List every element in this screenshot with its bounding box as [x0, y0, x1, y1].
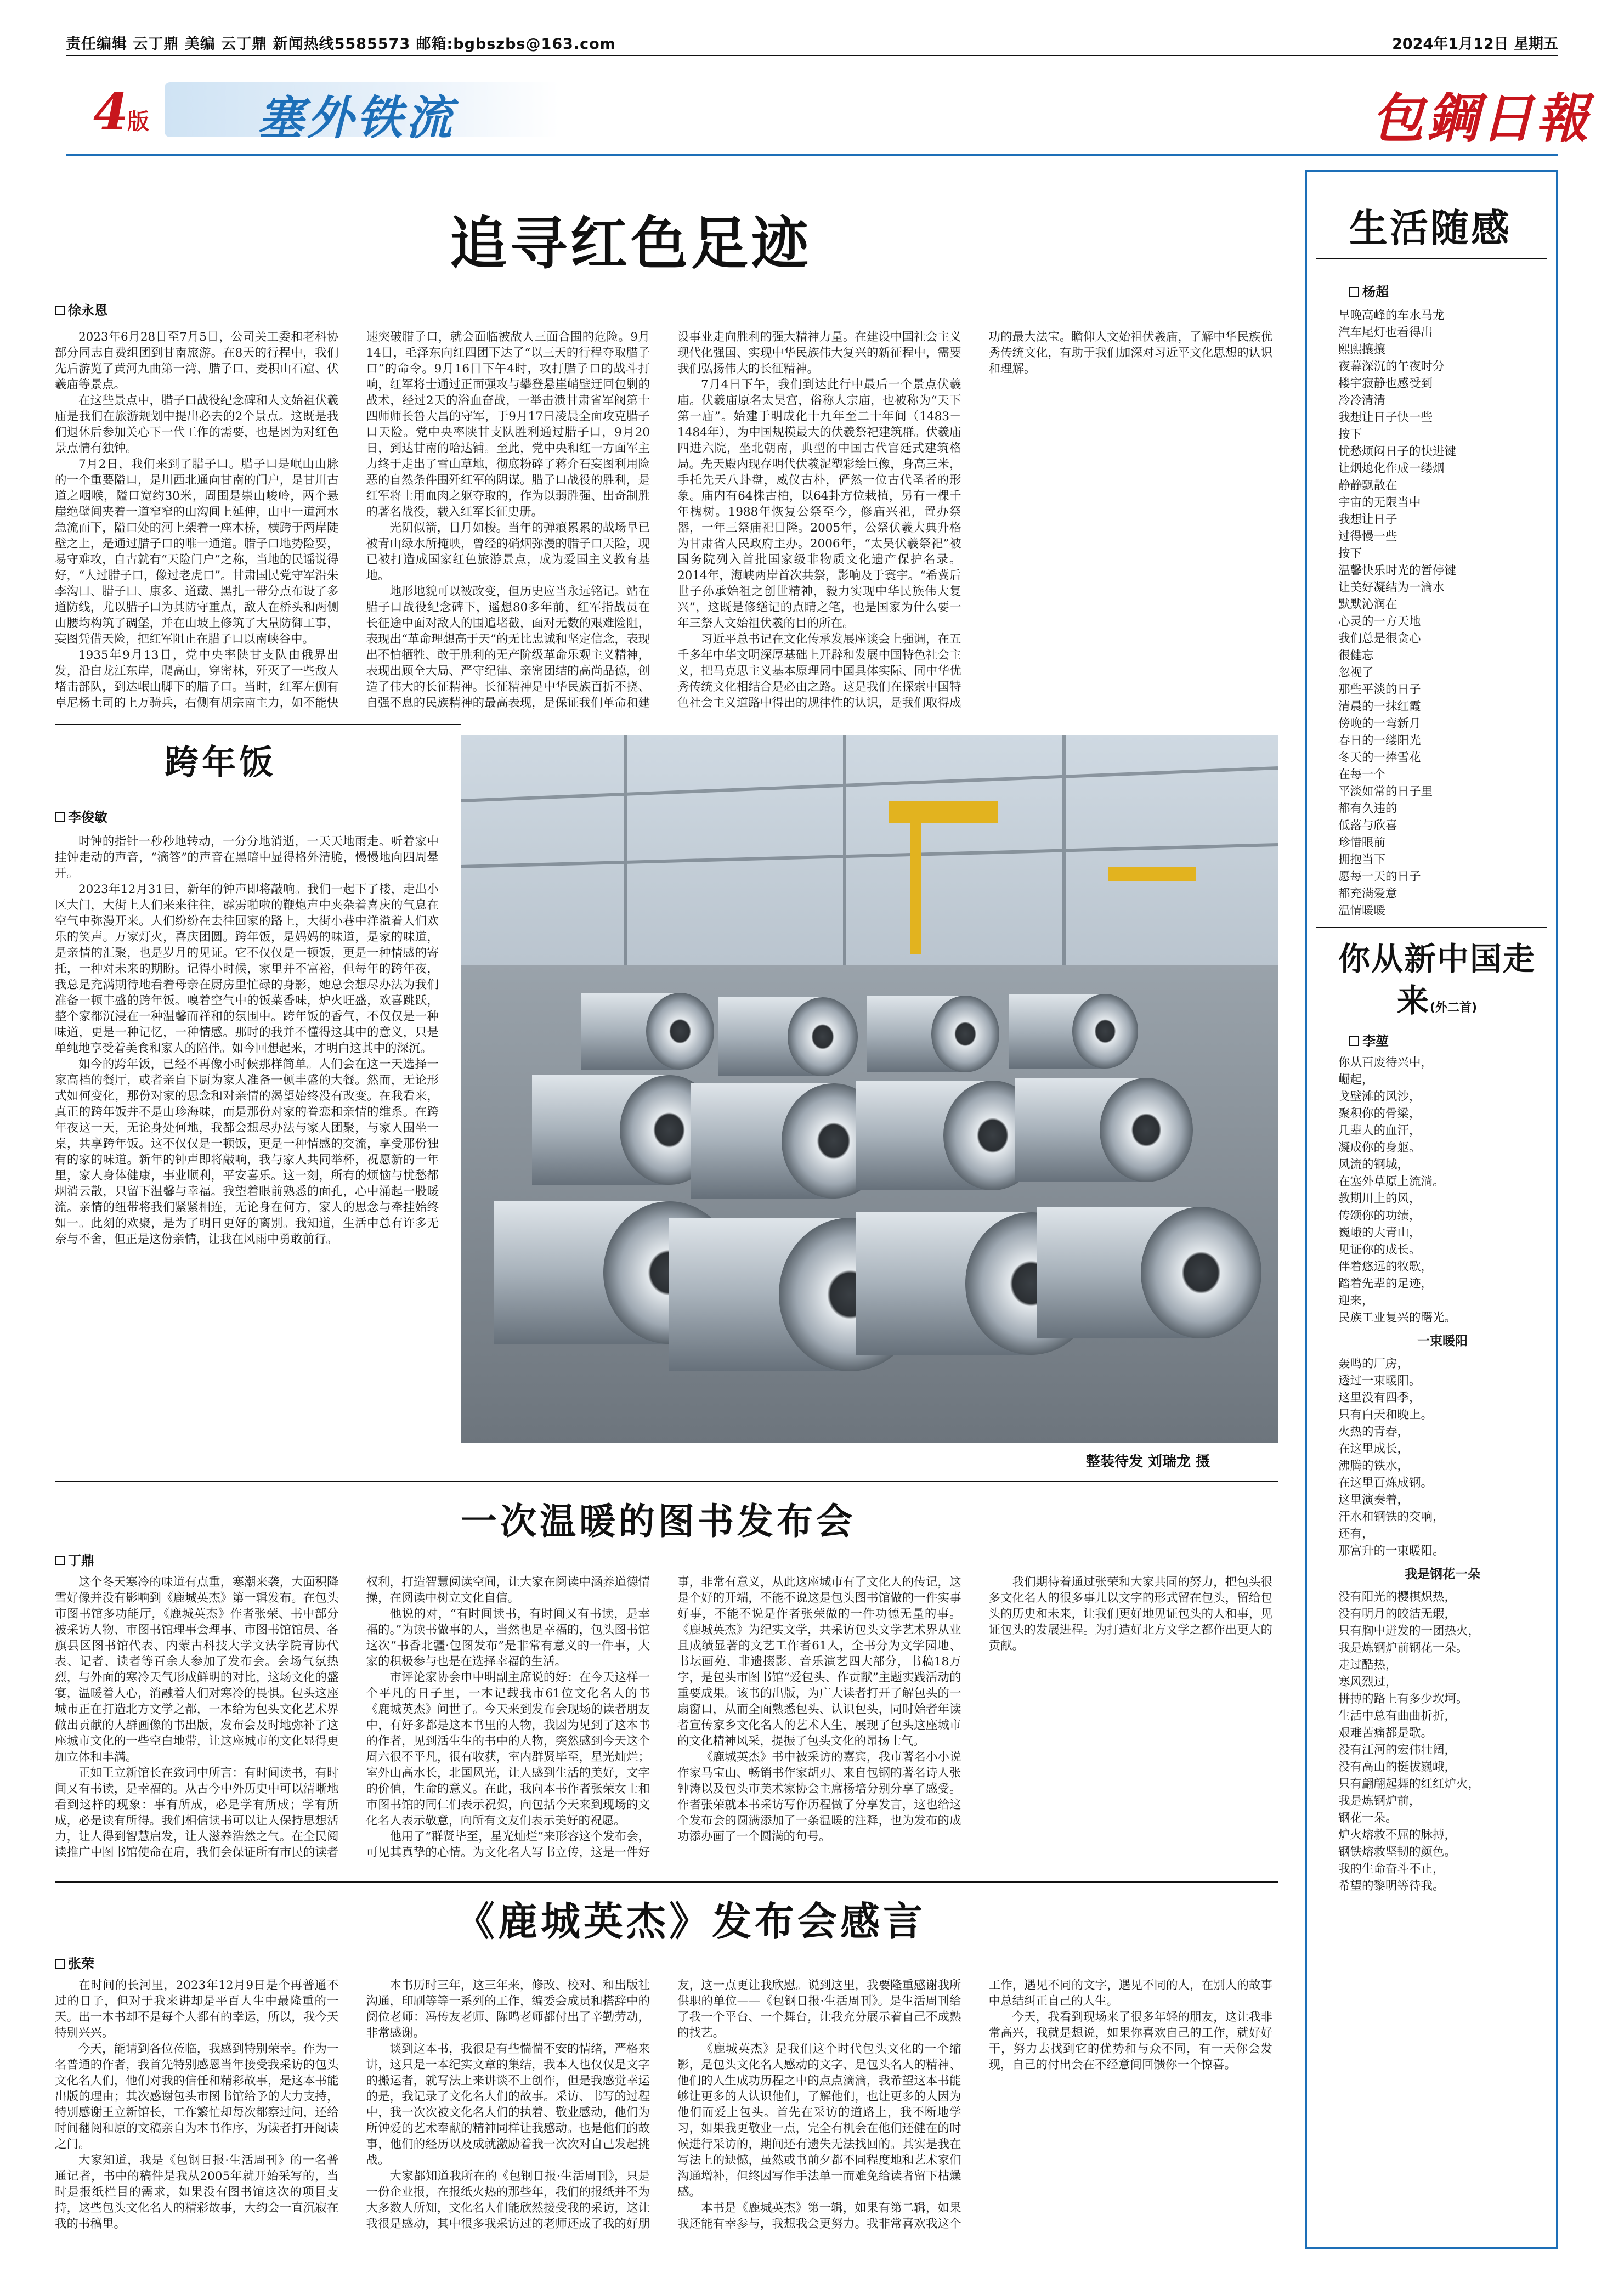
poem-line: 我是炼钢炉前， [1338, 1794, 1421, 1808]
article3-body [55, 1574, 1272, 1876]
article4-byline [55, 1953, 94, 1972]
poem-line: 很健忘 [1338, 649, 1374, 663]
poem2-body [1338, 1054, 1547, 1895]
poem-line: 我想让日子快一些 [1338, 411, 1433, 425]
poem-line: 凝成你的身躯。 [1338, 1141, 1421, 1155]
paragraph: 这个冬天寒冷的味道有点重，寒潮来袭，大面积降雪好像并没有影响到《鹿城英杰》第一辑发布。在包头市图书馆多功能厅，《鹿城英杰》作者张荣、书中部分被采访人物、市图书馆理事会理事、市图书馆馆员、各旗县区图书馆代表、内蒙古科技大学文法学院青协代表、记者、读者等百余人参加了发布会。会场气氛热烈，与外面的寒冷天气形成鲜明的对比，这场文化的盛宴，温暖着人心，消融着人们对寒冷的畏惧。包头这座城市正在打造北方文学之都，一本给为包头文化艺术界做出贡献的人群画像的书出版，发布会及时地弥补了这座城市文化的一些空白地带，让这座城市的文化显得更加立体和丰满。 [55, 1575, 339, 1764]
poem-line: 没有明月的皎洁无瑕， [1338, 1607, 1457, 1621]
poem-line: 在塞外草原上流淌。 [1338, 1175, 1445, 1189]
paragraph: 时钟的指针一秒秒地转动，一分分地消逝，一天天地雨走。听着家中挂钟走动的声音，“滴答”的声音在黑暗中显得格外清脆，慢慢地向四周晕开。 [55, 835, 439, 880]
poem2-title-text: 你从新中国走来 [1338, 940, 1536, 1019]
paragraph: 如今的跨年饭，已经不再像小时候那样简单。人们会在这一天选择一家高档的餐厅，或者亲自下厨为家人准备一顿丰盛的大餐。然而，无论形式如何变化，那份对家的思念和对亲情的渴望始终没有改变。在我看来，真正的跨年饭并不是山珍海味，而是那份对家的眷恋和亲情的维系。在跨年夜这一天，无论身处何地，我都会想尽办法与家人团聚，与家人围坐一桌，共享跨年饭。这不仅仅是一顿饭，更是一种情感的交流，享受那份独有的家的味道。新年的钟声即将敲响，我与家人共同举杯，祝愿新的一年里，家人身体健康，事业顺利，平安喜乐。这一刻，所有的烦恼与忧愁都烟消云散，只留下温馨与幸福。我望着眼前熟悉的面孔，心中涌起一股暖流。亲情的纽带将我们紧紧相连，无论身在何方，家人的思念与牵挂始终如一。此刻的欢聚，是为了明日更好的离别。我知道，生活中总有许多无奈与不舍，但正是这份亲情，让我在风雨中勇敢前行。 [55, 1058, 439, 1246]
poem-line: 我的生命奋斗不止， [1338, 1862, 1445, 1876]
poem-line: 过得慢一些 [1338, 530, 1397, 544]
poem-line: 见证你的成长。 [1338, 1243, 1421, 1257]
poem-line: 按下 [1338, 547, 1362, 561]
poem-line: 聚积你的骨梁， [1338, 1107, 1421, 1121]
poem-line: 平淡如常的日子里 [1338, 785, 1433, 799]
article1-body [55, 329, 1272, 713]
article3-author: 丁鼎 [68, 1553, 94, 1568]
poem-line: 寒风烈过， [1338, 1675, 1397, 1689]
paragraph: 1935年9月13日，党中央率陕甘支队由俄界出发，沿白龙江东岸，爬高山，穿密林，歼灭了一些敌人堵击部队，到达岷山脚下的腊子口。当时，红军左侧有卓尼杨土司的上万骑兵，右侧有胡宗南主力，如不能快速突破腊子口，就会面临被敌人三面合围的危险。9月14日，毛泽东向红四团下达了“以三天的行程夺取腊子口”的命令。9月16日下午4时，攻打腊子口的战斗打响，红军将士通过正面强攻与攀登悬崖峭壁迂回包剿的战术，经过2天的浴血奋战，一举击溃甘肃省军阀第十四师师长鲁大昌的守军，于9月17日凌晨全面攻克腊子口天险。党中央率陕甘支队胜利通过腊子口，9月20日，到达甘南的哈达铺。至此，党中央和红一方面军主力终于走出了雪山草地，彻底粉碎了蒋介石妄图利用险恶的自然条件围歼红军的阴谋。腊子口战役的胜利，是红军将士用血肉之躯夺取的，作为以弱胜强、出奇制胜的著名战役，载入红军长征史册。 [55, 330, 650, 710]
paragraph: 本书是《鹿城英杰》第一辑，如果有第二辑，如果我还能有幸参与，我想我会更努力。我非常喜欢我这个工作，遇见不同的文字，遇见不同的人，在别人的故事中总结纠正自己的人生。 [677, 1979, 1272, 2231]
poem-subtitle: 我是钢花一朵 [1405, 1567, 1480, 1581]
article4-body [55, 1977, 1272, 2241]
poem-line: 我们总是很贪心 [1338, 632, 1421, 646]
poem-line: 默默沁润在 [1338, 598, 1397, 612]
article2-title: 跨年饭 [165, 742, 277, 782]
poem-line: 熙熙攘攘 [1338, 343, 1386, 357]
paper-logo: 包鋼日報 [1371, 87, 1591, 149]
article1-byline [55, 299, 107, 319]
poem-line: 按下 [1338, 428, 1362, 442]
paragraph: 本书历时三年，这三年来，修改、校对、和出版社沟通，印刷等等一系列的工作，编委会成员和搭辞中的阅位老师：冯传友老师、陈鸣老师都付出了辛勤劳动，非常感谢。 [366, 1979, 650, 2040]
poem-line: 心灵的一方天地 [1338, 615, 1421, 629]
poem-line: 温馨快乐时光的暂停键 [1338, 564, 1457, 578]
poem-line: 民族工业复兴的曙光。 [1338, 1311, 1457, 1325]
divider [55, 724, 461, 725]
poem-line: 低落与欣喜 [1338, 819, 1397, 833]
page-unit: 版 [127, 109, 149, 134]
poem-line: 崛起， [1338, 1073, 1374, 1087]
article4-title: 《鹿城英杰》发布会感言 [455, 1898, 926, 1945]
article3-title: 一次温暖的图书发布会 [461, 1500, 856, 1542]
paragraph: 7月4日下午，我们到达此行中最后一个景点伏羲庙。伏羲庙原名太昊宫，俗称人宗庙，也被称为“天下第一庙”。始建于明成化十九年至二十年间（1483－1484年），为中国规模最大的伏羲祭祀建筑群。伏羲庙四进六院，坐北朝南，典型的中国古代宫廷式建筑格局。先天殿内现存明代伏羲泥塑彩绘巨像，身高三米，手托先天八卦盘，威仪古朴，俨然一位古代圣者的形象。庙内有64株古柏，以64卦方位栽植，另有一棵千年槐树。1988年恢复公祭至今，修庙兴祀，置办祭器，一年三祭庙祀日隆。2005年，公祭伏羲大典升格为甘肃省人民政府主办。2006年，“太昊伏羲祭祀”被国务院列入首批国家级非物质文化遗产保护名录。2014年，海峡两岸首次共祭，影响及于寰宇。“希冀后世子孙承始祖之创世精神，毅力实现中华民族伟大复兴”，这既是修缮记的点睛之笔，也是国家为什么要一年三祭人文始祖伏羲的目的所在。 [677, 378, 961, 630]
section-title: 塞外铁流 [258, 91, 456, 145]
steel-coils-photo [461, 735, 1278, 1443]
poem-line: 钢铁熔救坚韧的颜色。 [1338, 1845, 1457, 1859]
poem2-title [1333, 938, 1541, 1029]
poem-line: 迎来， [1338, 1294, 1374, 1308]
poem1-byline [1349, 281, 1389, 300]
poem-line: 忧愁烦闷日子的快进键 [1338, 445, 1457, 459]
poem-line: 汗水和钢铁的交响， [1338, 1510, 1445, 1524]
divider [55, 1881, 1278, 1883]
poem-line: 夜幕深沉的午夜时分 [1338, 360, 1445, 374]
poem-line: 巍峨的大青山， [1338, 1226, 1421, 1240]
article2-byline [55, 806, 107, 826]
poem-line: 只有翩翩起舞的红红炉火， [1338, 1777, 1480, 1791]
poem-line: 我想让日子 [1338, 513, 1397, 527]
paragraph: 今天，能请到各位莅临，我感到特别荣幸。作为一名普通的作者，我首先特别感恩当年接受我采访的包头文化名人们，他们对我的信任和精彩故事，是这本书能出版的理由；其次感谢包头市图书馆给予的大力支持，特别感谢王立新馆长，工作繁忙却每次都察过问，还给时间翻阅和原的文稿亲自为本书作序，为读者打开阅读之门。 [55, 2042, 339, 2151]
poem2-author: 李堃 [1362, 1033, 1389, 1049]
poem-line: 还有， [1338, 1527, 1374, 1541]
poem-subtitle: 一束暖阳 [1417, 1334, 1468, 1348]
paragraph: 大家知道，我是《包钢日报·生活周刊》的一名普通记者，书中的稿件是我从2005年就开始采写的，当时是报纸栏目的需求，如果没有图书馆这次的项目支持，这些包头文化名人的精彩故事，大约会一直沉寂在我的书稿里。 [55, 2154, 339, 2231]
divider [1316, 258, 1547, 259]
poem-line: 走过酷热， [1338, 1658, 1397, 1672]
poem-line: 戈壁滩的风沙， [1338, 1090, 1421, 1104]
sidebar-column-title: 生活随感 [1349, 206, 1512, 251]
poem-line: 透过一束暖阳。 [1338, 1374, 1421, 1388]
poem-line: 汽车尾灯也看得出 [1338, 326, 1433, 340]
poem-line: 春日的一缕阳光 [1338, 734, 1421, 748]
poem1-body [1338, 307, 1547, 919]
poem-line: 在每一个 [1338, 768, 1386, 782]
page-number: 4 [93, 82, 129, 142]
poem-line: 只有白天和晚上。 [1338, 1408, 1433, 1422]
poem-line: 轰鸣的厂房， [1338, 1357, 1410, 1371]
paragraph: 大家都知道我所在的《包钢日报·生活周刊》，只是一份企业报，在报纸火热的那些年，我们的报纸并不为大多数人所知，文化名人们能欣然接受我的采访，这让我很是感动，其中很多我采访过的老师还成了我的好朋友，这一点更让我欣慰。说到这里，我要隆重感谢我所供职的单位——《包钢日报·生活周刊》。是生活周刊给了我一个平台、一个舞台，让我充分展示着自己不成熟的找艺。 [366, 1979, 961, 2231]
poem-line: 温情暖暖 [1338, 904, 1386, 918]
poem-line: 伴着悠远的牧歌， [1338, 1260, 1433, 1274]
photo-caption: 整装待发 刘瑞龙 摄 [1086, 1454, 1210, 1470]
poem-line: 冬天的一捧雪花 [1338, 751, 1421, 765]
poem-line: 清晨的一抹红霞 [1338, 700, 1421, 714]
article1-title: 追寻红色足迹 [450, 210, 812, 277]
paragraph: 《鹿城英杰》是我们这个时代包头文化的一个缩影，是包头文化名人感动的文字、是包头名人的精神、他们的人生成功历程之中的点点滴滴，我希望这本书能够让更多的人认识他们，了解他们，也让更多的人因为他们而爱上包头。首先在采访的道路上，我不断地学习，如果我更敬业一点，完全有机会在他们还健在的时候进行采访的，期间还有遗失无法找回的。其实是我在写法上的缺憾，虽然或书前夕都不同程度地和艺术家们沟通增补，但终因写作手法单一而难免给读者留下枯燥感。 [677, 2042, 961, 2199]
paragraph: 今天，我看到现场来了很多年轻的朋友，这让我非常高兴，我就是想说，如果你喜欢自己的工作，就好好干，努力去找到它的优势和与众不同，有一天你会发现，自己的付出会在不经意间回馈你一个惊喜。 [988, 2010, 1272, 2072]
poem-line: 只有胸中迸发的一团热火， [1338, 1624, 1480, 1638]
poem-line: 拥抱当下 [1338, 853, 1386, 867]
poem-line: 宇宙的无限当中 [1338, 496, 1421, 510]
paragraph: 2023年12月31日，新年的钟声即将敲响。我们一起下了楼，走出小区大门，大街上人们来来往往，霹雳啪啦的鞭炮声中夹杂着喜庆的气息在空气中弥漫开来。人们纷纷在去往回家的路上，大街小巷中洋溢着人们欢乐的笑声。万家灯火，喜庆团圆。跨年饭，是妈妈的味道，是家的味道，是亲情的汇聚，也是岁月的见证。它不仅仅是一顿饭，更是一种情感的寄托，一种对未来的期盼。记得小时候，家里并不富裕，但每年的跨年夜，我总是充满期待地看着母亲在厨房里忙碌的身影，她总会想尽办法为我们准备一顿丰盛的跨年饭。嗅着空气中的饭菜香味，炉火旺盛，欢喜跳跃，整个家都沉浸在一种温馨而祥和的氛围中。跨年饭的香气，不仅仅是一种味道，更是一种记忆，一种情感。那时的我并不懂得这其中的意义，只是单纯地享受着美食和家人的陪伴。如今回想起来，才明白这其中的深沉。 [55, 883, 439, 1055]
article4-author: 张荣 [68, 1956, 94, 1971]
banner-rule [66, 154, 1558, 156]
paragraph: 习近平总书记在文化传承发展座谈会上强调，在五千多年中华文明深厚基础上开辟和发展中国特色社会主义，把马克思主义基本原理同中国具体实际、同中华优秀传统文化相结合是必由之路。这是我们在探索中国特色社会主义道路中得出的规律性的认识，是我们取得成功的最大法宝。瞻仰人文始祖伏羲庙，了解中华民族优秀传统文化，有助于我们加深对习近平文化思想的认识和理解。 [677, 330, 1272, 710]
poem-line: 沸腾的铁水， [1338, 1459, 1410, 1473]
poem-line: 没有高山的挺拔巍峨， [1338, 1760, 1457, 1774]
poem-line: 静静飘散在 [1338, 479, 1397, 493]
poem-line: 拼搏的路上有多少坎坷。 [1338, 1692, 1468, 1706]
paragraph: 他用了“群贤毕至，星光灿烂”来形容这个发布会，可见其真挚的心情。为文化名人写书立传，这是一件好事，非常有意义，从此这座城市有了文化人的传记，这是个好的开端，不能不说这是包头图书馆做的一件实事好事，不能不说是作者张荣做的一件功德无量的事。《鹿城英杰》为纪实文学，共采访包头文学艺术界从业且成绩显著的文艺工作者61人，全书分为文学园地、书坛画苑、非遗掇影、音乐演艺四大部分，书稿18万字，是包头市图书馆“爱包头、作贡献”主题实践活动的重要成果。该书的出版，为广大读者打开了解包头的一扇窗口，从而全面熟悉包头、认识包头，同时始者年读者宣传家乡文化名人的艺术人生，展现了包头这座城市的文化精神风采，提振了包头文化的昂扬士气。 [366, 1575, 961, 1860]
paragraph: 在时间的长河里，2023年12月9日是个再普通不过的日子，但对于我来讲却是平百人生中最隆重的一天。出一本书却不是每个人都有的幸运，所以，我今天特别兴兴。 [55, 1979, 339, 2040]
poem-line: 让烟熄化作成一缕烟 [1338, 462, 1445, 476]
article1-author: 徐永恩 [68, 303, 107, 318]
poem-line: 傍晚的一弯新月 [1338, 717, 1421, 731]
poem-line: 愿每一天的日子 [1338, 870, 1421, 884]
poem-line: 我是炼钢炉前钢花一朵。 [1338, 1641, 1468, 1655]
poem-line: 忽视了 [1338, 666, 1374, 680]
poem-line: 这里没有四季， [1338, 1391, 1421, 1405]
divider [55, 1481, 1278, 1482]
poem1-author: 杨超 [1362, 284, 1389, 299]
poem-line: 楼宇寂静也感受到 [1338, 377, 1433, 391]
poem-line: 火热的青春， [1338, 1425, 1410, 1439]
issue-date: 2024年1月12日 星期五 [1392, 36, 1558, 53]
header-rule [66, 55, 1558, 56]
poem-line: 教期川上的风， [1338, 1192, 1421, 1206]
paragraph: 2023年6月28日至7月5日，公司关工委和老科协部分同志自费组团到甘南旅游。在8天的行程中，我们先后游览了黄河九曲第一湾、腊子口、麦积山石窟、伏羲庙等景点。 [55, 330, 339, 392]
poem2-note: (外二首) [1429, 1001, 1478, 1015]
paragraph: 我们期待着通过张荣和大家共同的努力，把包头很多文化名人的很多事儿以文字的形式留在包头，留给包头的历史和未来，让我们更好地见证包头的人和事，见证包头的发展进程。为打造好北方文学之都作出更大的贡献。 [988, 1575, 1272, 1653]
poem-line: 艰难苦痛都是歌。 [1338, 1726, 1433, 1740]
poem-line: 生活中总有曲曲折折， [1338, 1709, 1457, 1723]
poem-line: 在这里成长， [1338, 1442, 1410, 1456]
poem-line: 冷冷清清 [1338, 394, 1386, 408]
paragraph: 光阴似箭，日月如梭。当年的弹痕累累的战场早已被青山绿水所掩映，曾经的硝烟弥漫的腊子口天险，现已被打造成国家红色旅游景点，成为爱国主义教育基地。 [366, 521, 650, 583]
paragraph: 谈到这本书，我很是有些惴惴不安的情绪，严格来讲，这只是一本纪实文章的集结，我本人也仅仅是文字的搬运者，就写法上来讲谈不上创作，但是我感觉幸运的是，我记录了文化名人们的故事。采访、书写的过程中，我一次次被文化名人们的执着、敬业感动，他们为所钟爱的艺术奉献的精神同样让我感动。也是他们的故事，他们的经历以及成就激励着我一次次对自己发起挑战。 [366, 2042, 650, 2167]
paragraph: 《鹿城英杰》书中被采访的嘉宾，我市著名小小说作家马宝山、畅销书作家胡刃、来自包钢的著名诗人张钟涛以及包头市美术家协会主席杨培分别分享了感受。作者张荣就本书采访写作历程做了分享发言，这也给这个发布会的圆满添加了一条温暖的注释，也为发布的成功添办画了一个圆满的句号。 [677, 1750, 961, 1844]
article3-byline [55, 1550, 94, 1569]
poem-line: 踏着先辈的足迹， [1338, 1277, 1433, 1291]
poem-line: 早晚高峰的车水马龙 [1338, 309, 1445, 323]
poem-line: 都充满爱意 [1338, 887, 1397, 901]
divider [1316, 927, 1547, 928]
poem-line: 珍惜眼前 [1338, 836, 1386, 850]
paragraph: 他说的对，“有时间读书，有时间又有书读，是幸福的。”为读书做事的人，当然也是幸福的，包头图书馆这次“书香北疆·包图发布”是非常有意义的一件事，大家的积极参与也是在选择幸福的生活。 [366, 1607, 650, 1669]
paragraph: 在这些景点中，腊子口战役纪念碑和人文始祖伏羲庙是我们在旅游规划中提出必去的2个景点。这既是我们退休后参加关心下一代工作的需要，也是因为对红色景点情有独钟。 [55, 394, 339, 455]
poem-line: 风流的钢城， [1338, 1158, 1410, 1172]
poem-line: 传颂你的功绩， [1338, 1209, 1421, 1223]
poem-line: 没有江河的宏伟壮阔， [1338, 1743, 1457, 1757]
poem-line: 几辈人的血汗， [1338, 1124, 1421, 1138]
paragraph: 正如王立新馆长在致词中所言：有时间读书，有时间又有书读，是幸福的。从古今中外历史中可以清晰地看到这样的现象：事有所成，必是学有所成；学有所成，必是读有所得。我们相信读书可以让人保持思想活力，让人得到智慧启发，让人滋养浩然之气。在全民阅读推广中图书馆使命在肩，我们会保证所有市民的读者权利，打造智慧阅读空间，让大家在阅读中涵养道德情操，在阅读中树立文化自信。 [55, 1575, 650, 1860]
poem-line: 那些平淡的日子 [1338, 683, 1421, 697]
poem-line: 让美好凝结为一滴水 [1338, 581, 1445, 595]
poem-line: 没有阳光的樱棋炽热， [1338, 1590, 1457, 1604]
poem-line: 希望的黎明等待我。 [1338, 1879, 1445, 1893]
poem-line: 都有久违的 [1338, 802, 1397, 816]
paragraph: 7月2日，我们来到了腊子口。腊子口是岷山山脉的一个重要隘口，是川西北通向甘南的门户，是甘川古道之咽喉，隘口宽约30米，周围是崇山峻岭，两个悬崖绝壁间夹着一道窄窄的山沟间上延伸，山中一道河水急流而下，隘口处的河上架着一座木桥，横跨于两岸陡壁之上，是通过腊子口的唯一通道。腊子口地势险要，易守难攻，自古就有“天险门户”之称，当地的民谣说得好，“人过腊子口，像过老虎口”。甘肃国民党守军沿朱李沟口、腊子口、康多、道藏、黑扎一带分点布设了多道防线，尤以腊子口为其防守重点，敌人在桥头和两侧山腰均构筑了碉堡，并在山坡上修筑了大量防御工事，妄图凭借天险，把红军阻止在腊子口以南峡谷中。 [55, 457, 339, 646]
poem-line: 那富升的一束暖阳。 [1338, 1544, 1445, 1558]
poem-line: 你从百废待兴中， [1338, 1056, 1433, 1070]
paragraph: 地形地貌可以被改变，但历史应当永远铭记。站在腊子口战役纪念碑下，遥想80多年前，红军指战员在长征途中面对敌人的围追堵截，面对无数的艰难险阻，表现出“革命理想高于天”的无比忠诚和坚定信念，表现出不怕牺牲、敢于胜利的无产阶级革命乐观主义精神，表现出顾全大局、严守纪律、亲密团结的高尚品德，创造了伟大的长征精神。长征精神是中华民族百折不挠、自强不息的民族精神的最高表现，是保证我们革命和建设事业走向胜利的强大精神力量。在建设中国社会主义现代化强国、实现中华民族伟大复兴的新征程中，需要我们弘扬伟大的长征精神。 [366, 330, 961, 710]
poem-line: 在这里百炼成钢。 [1338, 1476, 1433, 1490]
poem-line: 钢花一朵。 [1338, 1811, 1397, 1825]
poem-line: 炉火熔救不屈的脉搏， [1338, 1828, 1457, 1842]
paragraph: 市评论家协会申中明副主席说的好：在今天这样一个平凡的日子里，一本记载我市61位文化名人的书《鹿城英杰》问世了。今天来到发布会现场的读者朋友中，有好多都是这本书里的人物，我因为见到了这本书的作者，见到活生生的书中的人物，突然感到今天这个周六很不平凡，很有收获，室内群贤毕至，星光灿烂；室外山高水长，北国风光，让人感到生活的美好，文字的价值，生命的意义。在此，我向本书作者张荣女士和市图书馆的同仁们表示祝贺，向包括今天来到现场的文化名人表示敬意，向所有文友们表示美好的祝愿。 [366, 1671, 650, 1828]
article2-body [55, 834, 439, 1492]
poem-line: 这里演奏着， [1338, 1493, 1410, 1507]
article2-author: 李俊敏 [68, 810, 107, 825]
editor-line: 责任编辑 云丁鼎 美编 云丁鼎 新闻热线5585573 邮箱:bgbszbs@163.com [66, 36, 616, 53]
poem2-byline [1349, 1030, 1389, 1049]
